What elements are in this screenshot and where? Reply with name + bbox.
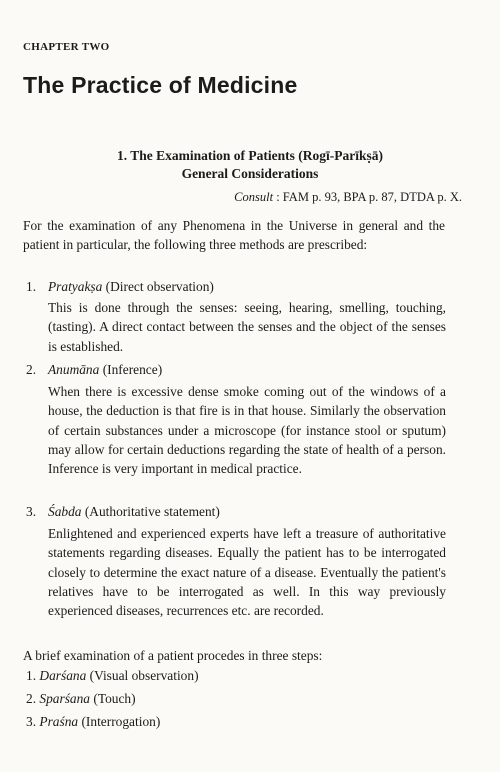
- consult-label: Consult: [234, 190, 274, 204]
- method-heading: [48, 279, 214, 295]
- method-gloss: (Authoritative statement): [84, 504, 220, 519]
- step-number: 3.: [26, 714, 37, 729]
- method-term: Anumāna: [48, 362, 100, 377]
- intro-paragraph: For the examination of any Phenomena in the Universe in general and the patient in particular, the following three methods are prescribed:: [23, 218, 445, 253]
- steps-intro: A brief examination of a patient procedes in three steps:: [23, 648, 323, 663]
- chapter-label: CHAPTER TWO: [23, 41, 110, 53]
- consult-refs: : FAM p. 93, BPA p. 87, DTDA p. X.: [276, 190, 462, 204]
- consult-line: [234, 190, 462, 205]
- method-term: Pratyakṣa: [48, 279, 103, 294]
- step-gloss: (Touch): [93, 691, 136, 706]
- section-heading: 1. The Examination of Patients (Rogī-Parīkṣā): [117, 148, 383, 163]
- method-text: When there is excessive dense smoke coming out of the windows of a house, the deduction is that fire is in that house. Similarly the observation of certain substances under a microscope (for instance stool or sputum) may allow for certain deductions regarding the state of health of a person. Inference is very important in medical practice.: [48, 384, 446, 477]
- step-item: [26, 691, 136, 707]
- method-gloss: (Direct observation): [105, 279, 214, 294]
- method-number: 3.: [26, 504, 37, 519]
- method-heading: [48, 362, 162, 378]
- method-text: Enlightened and experienced experts have left a treasure of authoritative statements regarding diseases. Equally the patient has to be interrogated closely to determine the exact nature of a disease. Eventually the patient's relatives have to be interrogated as well. In this way previously experienced diseases, recurrences etc. are recorded.: [48, 526, 446, 619]
- step-number: 1.: [26, 668, 37, 683]
- step-term: Darśana: [39, 668, 87, 683]
- step-item: [26, 714, 160, 730]
- method-text: This is done through the senses: seeing, hearing, smelling, touching, (tasting). A direct contact between the senses and the object of the senses is established.: [48, 300, 446, 354]
- method-number: 2.: [26, 362, 37, 377]
- step-number: 2.: [26, 691, 37, 706]
- method-heading: [48, 504, 220, 520]
- page-title: The Practice of Medicine: [23, 72, 298, 98]
- step-gloss: (Interrogation): [81, 714, 161, 729]
- step-item: [26, 668, 199, 684]
- step-term: Sparśana: [39, 691, 91, 706]
- step-gloss: (Visual observation): [89, 668, 199, 683]
- method-term: Śabda: [48, 504, 82, 519]
- section-subheading: General Considerations: [181, 166, 319, 181]
- step-term: Praśna: [39, 714, 79, 729]
- method-number: 1.: [26, 279, 37, 294]
- method-gloss: (Inference): [102, 362, 163, 377]
